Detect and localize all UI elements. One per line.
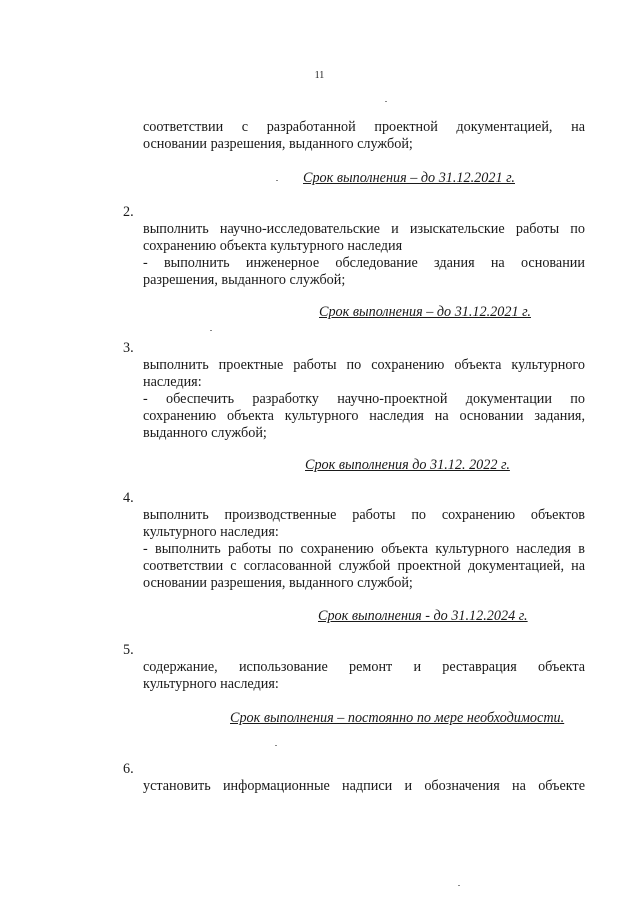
block-4-line-1: выполнить производственные работы по сохранению объектов [143, 507, 585, 523]
scan-speck [210, 330, 212, 331]
block-4-text [143, 507, 585, 592]
block-3-line-5: выданного службой; [143, 425, 267, 441]
block-3-line-3: - обеспечить разработку научно-проектной документации по [143, 391, 585, 407]
block-4-line-3: - выполнить работы по сохранению объекта культурного наследия в [143, 541, 585, 557]
block-3-line-4: сохранению объекта культурного наследия на основании задания, [143, 408, 585, 424]
block-2-text [143, 221, 585, 289]
block-2-line-2: сохранению объекта культурного наследия [143, 238, 403, 254]
block-6-number: 6. [123, 761, 134, 777]
block-3-deadline: Срок выполнения до 31.12. 2022 г. [305, 457, 510, 473]
block-2-number: 2. [123, 204, 134, 220]
block-5-line-1: содержание, использование ремонт и реставрация объекта [143, 659, 585, 675]
scan-speck [275, 745, 277, 746]
block-1-line-2: основании разрешения, выданного службой; [143, 136, 413, 152]
block-4-line-4: соответствии с согласованной службой проектной документацией, на [143, 558, 585, 574]
block-4-line-2: культурного наследия: [143, 524, 279, 540]
block-5-line-2: культурного наследия: [143, 676, 279, 692]
block-1-deadline: Срок выполнения – до 31.12.2021 г. [303, 170, 515, 186]
block-3-line-1: выполнить проектные работы по сохранению объекта культурного [143, 357, 585, 373]
block-5-deadline: Срок выполнения – постоянно по мере необходимости. [230, 710, 565, 726]
block-2-line-4: разрешения, выданного службой; [143, 272, 346, 288]
block-2-deadline: Срок выполнения – до 31.12.2021 г. [319, 304, 531, 320]
block-6-line-1: установить информационные надписи и обозначения на объекте [143, 778, 585, 794]
block-3-text [143, 357, 585, 442]
scan-speck [276, 180, 278, 181]
block-5-text [143, 659, 585, 693]
block-6-text [143, 778, 585, 795]
block-3-number: 3. [123, 340, 134, 356]
block-3-line-2: наследия: [143, 374, 202, 390]
block-1-line-1: соответствии с разработанной проектной документацией, на [143, 119, 585, 135]
page-number: 11 [314, 70, 325, 81]
block-4-number: 4. [123, 490, 134, 506]
block-2-line-1: выполнить научно-исследовательские и изыскательские работы по [143, 221, 585, 237]
block-4-line-5: основании разрешения, выданного службой; [143, 575, 413, 591]
block-1-text [143, 119, 585, 153]
block-2-line-3: - выполнить инженерное обследование здания на основании [143, 255, 585, 271]
scan-speck [385, 101, 387, 102]
scan-speck [458, 885, 460, 886]
block-4-deadline: Срок выполнения - до 31.12.2024 г. [318, 608, 528, 624]
block-5-number: 5. [123, 642, 134, 658]
